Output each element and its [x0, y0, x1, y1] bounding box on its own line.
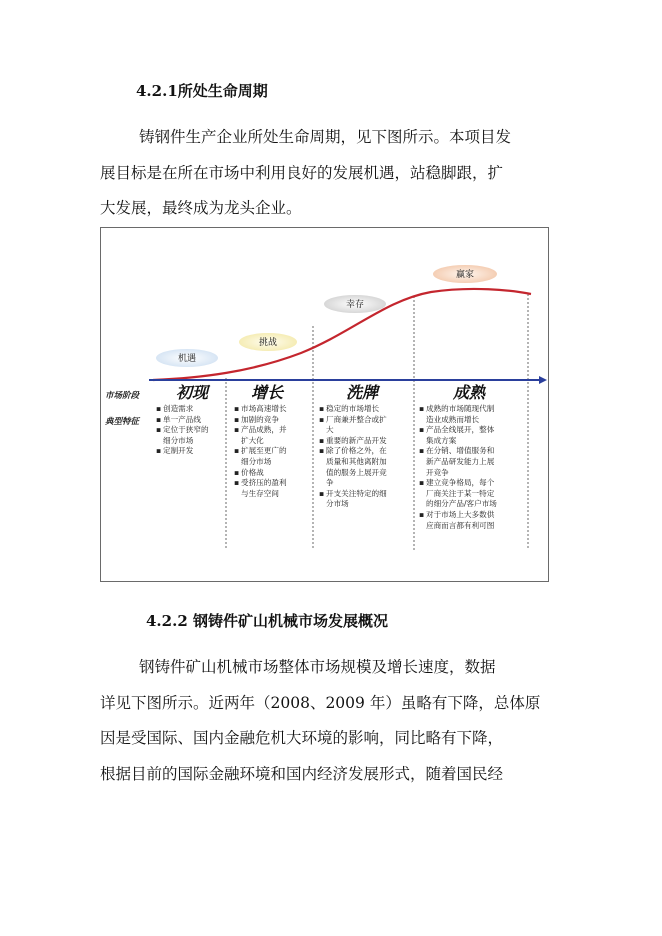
feature-item: [234, 478, 287, 489]
bullet-icon: ▪: [419, 425, 425, 435]
feature-item: [156, 425, 209, 436]
stage-features-0: [156, 404, 209, 457]
feature-item: [319, 457, 387, 468]
bullet-icon: ▪: [319, 404, 325, 413]
feature-text: 加剧的竞争: [241, 414, 279, 424]
feature-item: [234, 457, 287, 468]
feature-item: [419, 510, 497, 521]
feature-text: 新产品研发能力上展: [426, 456, 495, 466]
feature-item: [419, 499, 497, 510]
paragraph-line: 钢铸件矿山机械市场整体市场规模及增长速度，数据: [139, 658, 496, 676]
feature-text: 争: [326, 478, 334, 488]
feature-item: [319, 425, 387, 436]
feature-item: [419, 478, 497, 489]
bullet-icon: ▪: [419, 509, 425, 519]
phase-label-2: 幸存: [345, 300, 365, 310]
feature-item: [234, 404, 287, 415]
feature-item: [319, 446, 387, 457]
bullet-icon: ▪: [156, 414, 162, 424]
stage-label-1: 增长: [250, 383, 284, 402]
feature-text: 与生存空间: [241, 488, 279, 498]
feature-text: 应商而言都有利可图: [426, 520, 495, 530]
feature-text: 细分市场: [163, 435, 194, 445]
feature-text: 除了价格之外，在: [326, 446, 387, 456]
feature-text: 开支关注特定的细: [326, 488, 387, 498]
bullet-icon: ▪: [156, 446, 162, 456]
feature-item: [319, 436, 387, 447]
feature-item: [319, 468, 387, 479]
axis-arrowhead: [539, 376, 547, 384]
market-paragraph: [100, 650, 552, 792]
feature-text: 稳定的市场增长: [326, 404, 380, 413]
paragraph-line: 因是受国际、国内金融危机大环境的影响，同比略有下降，: [100, 729, 504, 747]
stage-label-2: 洗牌: [345, 383, 379, 402]
phase-label-3: 赢家: [455, 270, 475, 280]
bullet-icon: ▪: [419, 446, 425, 456]
paragraph-line: 展目标是在所在市场中利用良好的发展机遇，站稳脚跟，扩: [100, 163, 504, 182]
feature-item: [156, 415, 209, 426]
feature-item: [419, 468, 497, 479]
stage-label-0: 初现: [175, 383, 209, 402]
lifecycle-figure: [100, 227, 549, 582]
feature-text: 扩展至更广的: [241, 446, 287, 456]
feature-text: 重要的新产品开发: [326, 435, 387, 445]
feature-item: [319, 404, 387, 415]
feature-item: [156, 404, 209, 415]
feature-text: 分市场: [326, 499, 349, 509]
bullet-icon: ▪: [234, 414, 240, 424]
bullet-icon: ▪: [156, 404, 162, 413]
feature-item: [234, 489, 287, 500]
feature-item: [156, 446, 209, 457]
lifecycle-paragraph: [100, 120, 552, 227]
feature-item: [419, 436, 497, 447]
feature-text: 扩大化: [241, 435, 264, 445]
section-heading-4-2-1: 4.2.1所处生命周期: [136, 82, 268, 100]
row-label-typical-features: 典型特征: [105, 417, 140, 427]
feature-text: 产品全线展开，整体: [426, 425, 495, 435]
feature-item: [156, 436, 209, 447]
feature-item: [234, 436, 287, 447]
paragraph-line: 大发展，最终成为龙头企业。: [100, 199, 302, 217]
stage-features-2: [319, 404, 387, 510]
feature-item: [419, 457, 497, 468]
feature-text: 集成方案: [426, 435, 457, 445]
bullet-icon: ▪: [234, 404, 240, 413]
feature-item: [234, 415, 287, 426]
feature-text: 厂商兼并整合或扩: [326, 414, 387, 424]
feature-text: 单一产品线: [163, 414, 201, 424]
feature-item: [419, 489, 497, 500]
feature-text: 的细分产品/客户市场: [426, 499, 497, 509]
feature-item: [319, 415, 387, 426]
bullet-icon: ▪: [234, 467, 240, 477]
feature-item: [419, 425, 497, 436]
feature-item: [234, 446, 287, 457]
paragraph-line: 详见下图所示。近两年（2008、2009 年）虽略有下降，总体原: [100, 693, 541, 712]
feature-text: 开竞争: [426, 467, 449, 477]
feature-text: 产品成熟，并: [241, 425, 287, 435]
bullet-icon: ▪: [419, 404, 425, 413]
feature-text: 市场高速增长: [241, 404, 287, 413]
feature-item: [319, 499, 387, 510]
stage-features-3: [419, 404, 497, 531]
phase-label-1: 挑战: [258, 338, 278, 348]
bullet-icon: ▪: [319, 446, 325, 456]
row-label-market-stage: 市场阶段: [105, 391, 140, 401]
bullet-icon: ▪: [234, 425, 240, 435]
feature-text: 大: [326, 425, 334, 435]
feature-text: 细分市场: [241, 456, 272, 466]
feature-text: 质量和其他离附加: [326, 456, 387, 466]
paragraph-line: 铸钢件生产企业所处生命周期，见下图所示。本项目发: [139, 128, 512, 146]
feature-item: [419, 446, 497, 457]
feature-text: 对于市场上大多数供: [426, 509, 495, 519]
feature-item: [419, 404, 497, 415]
feature-item: [319, 489, 387, 500]
feature-text: 厂商关注于某一特定: [426, 488, 495, 498]
feature-text: 造业成熟而增长: [426, 414, 480, 424]
feature-text: 定位于狭窄的: [163, 425, 209, 435]
bullet-icon: ▪: [419, 478, 425, 488]
feature-item: [234, 468, 287, 479]
paragraph-line: 根据目前的国际金融环境和国内经济发展形式，随着国民经: [100, 764, 504, 783]
feature-item: [319, 478, 387, 489]
bullet-icon: ▪: [319, 435, 325, 445]
feature-text: 建立竞争格局，每个: [426, 478, 495, 488]
bullet-icon: ▪: [319, 414, 325, 424]
bullet-icon: ▪: [319, 488, 325, 498]
bullet-icon: ▪: [234, 446, 240, 456]
feature-item: [419, 415, 497, 426]
feature-item: [234, 425, 287, 436]
section-heading-4-2-2: 4.2.2 钢铸件矿山机械市场发展概况: [146, 612, 388, 630]
stage-label-3: 成熟: [452, 383, 486, 402]
phase-label-0: 机遇: [177, 354, 197, 364]
feature-item: [419, 521, 497, 532]
feature-text: 成熟的市场随现代制: [426, 404, 495, 413]
feature-text: 受挤压的盈利: [241, 478, 287, 488]
bullet-icon: ▪: [234, 478, 240, 488]
feature-text: 创造需求: [163, 404, 194, 413]
feature-text: 值的服务上展开竞: [326, 467, 387, 477]
stage-features-1: [234, 404, 287, 499]
feature-text: 价格战: [241, 467, 264, 477]
feature-text: 定制开发: [163, 446, 194, 456]
feature-text: 在分销、增值服务和: [426, 446, 495, 456]
bullet-icon: ▪: [156, 425, 162, 435]
